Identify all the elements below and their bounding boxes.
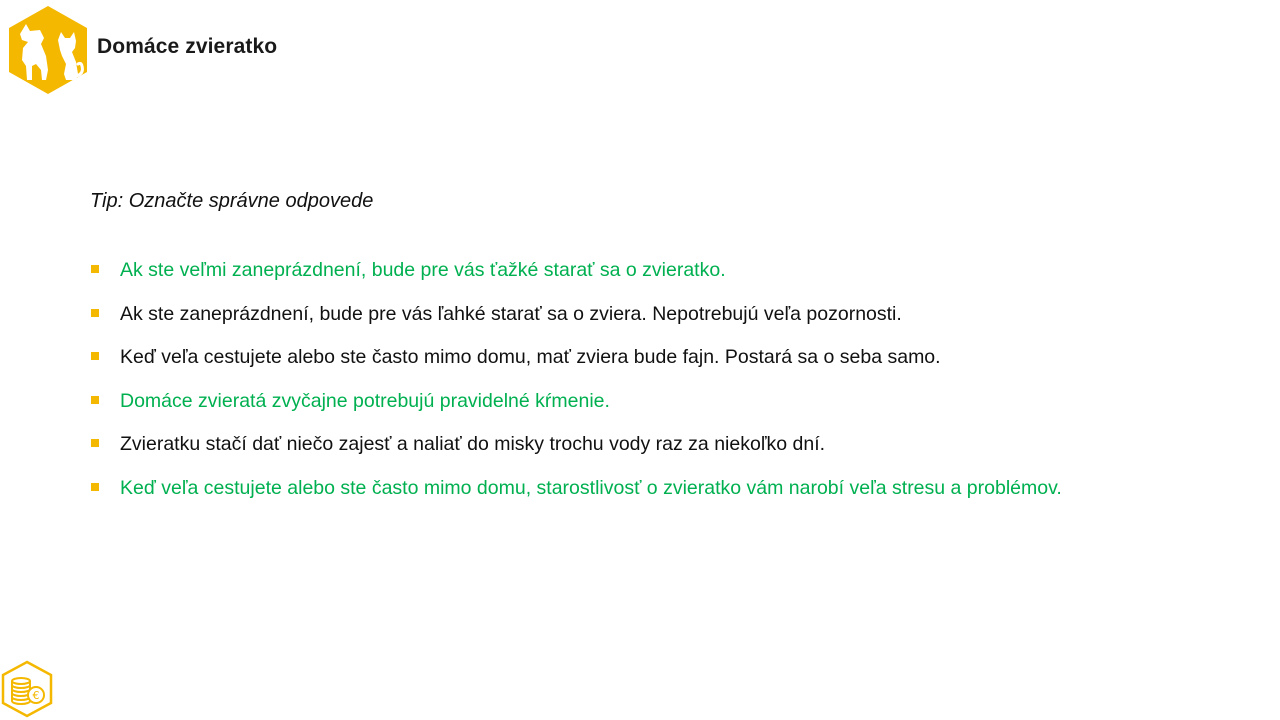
tip-instruction: Tip: Označte správne odpovede: [90, 190, 374, 212]
bullet-square-icon: [91, 352, 99, 360]
bullet-square-icon: [91, 309, 99, 317]
answer-text: Domáce zvieratá zvyčajne potrebujú pravidelné kŕmenie.: [120, 389, 610, 412]
page-title: Domáce zvieratko: [97, 35, 278, 58]
svg-text:€: €: [32, 689, 40, 702]
answer-option[interactable]: [90, 301, 1062, 345]
answer-option[interactable]: [90, 257, 1062, 301]
answer-option[interactable]: [90, 431, 1062, 475]
bullet-square-icon: [91, 396, 99, 404]
bullet-square-icon: [91, 265, 99, 273]
answer-text: Zvieratku stačí dať niečo zajesť a naliať do misky trochu vody raz za niekoľko dní.: [120, 433, 826, 455]
answer-text: Keď veľa cestujete alebo ste často mimo domu, starostlivosť o zvieratko vám narobí veľa stresu a problémov.: [120, 476, 1062, 499]
bullet-square-icon: [91, 439, 99, 447]
answer-text: Ak ste zaneprázdnení, bude pre vás ľahké starať sa o zviera. Nepotrebujú veľa pozornosti.: [120, 302, 902, 325]
answer-text: Ak ste veľmi zaneprázdnení, bude pre vás ťažké starať sa o zvieratko.: [120, 259, 726, 281]
answer-option[interactable]: [90, 344, 1062, 388]
answer-option[interactable]: [90, 475, 1062, 519]
answer-text: Keď veľa cestujete alebo ste často mimo domu, mať zviera bude fajn. Postará sa o seba samo.: [120, 346, 941, 368]
bullet-square-icon: [91, 483, 99, 491]
dog-cat-hexagon-icon: [6, 4, 90, 96]
answer-option[interactable]: [90, 388, 1062, 432]
coins-euro-hexagon-icon: [0, 659, 54, 719]
answer-list: [90, 257, 1062, 518]
